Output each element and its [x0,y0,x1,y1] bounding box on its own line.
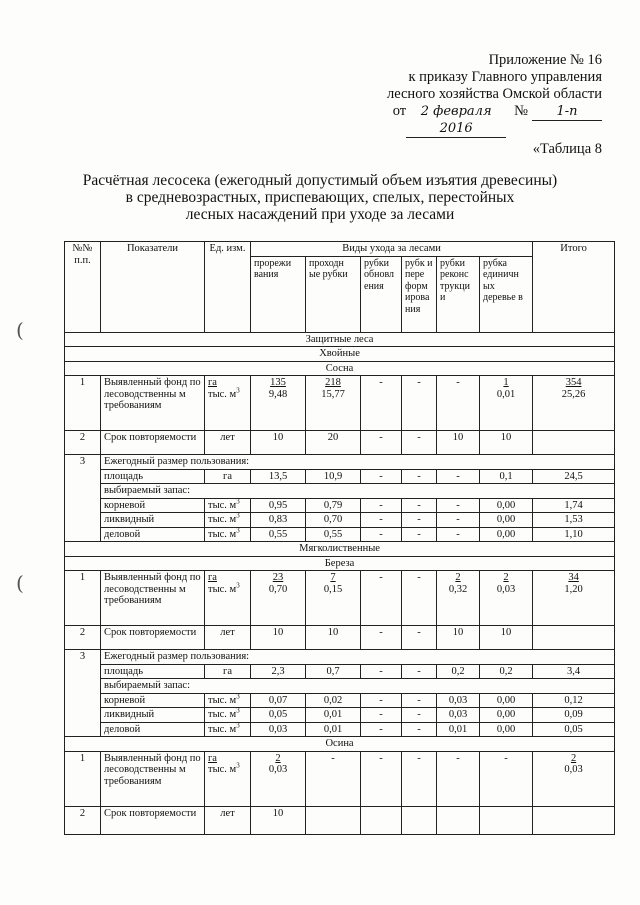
table-row: 3 Ежегодный размер пользования: [65,455,615,470]
date-number-line [393,103,602,138]
section-protective: Защитные леса [65,332,615,347]
col-reformation: рубк и пере форм ирова ния [402,256,437,332]
title-line-2: в средневозрастных, приспевающих, спелых, перестойных [125,189,515,206]
table-row: 2 Срок повторяемости лет 10 10 - - 10 10 [65,626,615,650]
margin-punch-mark: ( [16,571,24,595]
section-conifer: Хвойные [65,347,615,362]
label-fund: Выявленный фонд по лесоводственны м требованиям [101,376,205,431]
table-row: корневой тыс. $м^3$ 0,95 0,79 - - - 0,00 1,74 [65,498,615,513]
table-row: корневой тыс. $м^3$ 0,07 0,02 - - 0,03 0,00 0,12 [65,693,615,708]
table-row: 2 Срок повторяемости лет 10 [65,806,615,834]
title-line-3: лесных насаждений при уходе за лесами [185,206,455,223]
col-group-header: Виды ухода за лесами [251,242,533,257]
felling-table: №№ п.п. Показатели Ед. изм. Виды ухода за лесами Итого прорежи вания проходн ые рубки рубки обновл ения рубк и пере форм ирова ния рубки реконс трукци и рубка единичн ых деревье в Защитные леса Хвойные Сосна 1 Выявленный фонд по лесоводственны м требованиям га тыс. $м^3$ 135 9,48 218 15,77 - - - 1 0,01 354 25,26 2 Срок повторяемости лет 10 20 - - 10 10 3 Ежегодный размер пользования: площадь га 13,5 10,9 - - - 0,1 24,5 выбираемый запас: корневой тыс. $м^3$ 0,95 0,79 - - - 0,00 1,74 ликвидный тыс. $м^3$ 0,83 0,70 - - - 0,00 1,53 деловой тыс. $м^3$ 0,55 0,55 - - - 0,00 1,10 Мягколиственные Береза 1 Выявленный фонд по лесоводственны м требованиям га тыс. $м^3$ 23 0,70 7 0,15 - - 2 0,32 2 0,03 34 1,20 2 Срок повторяемости лет 10 10 - - 10 10 3 Ежегодный размер пользования: площадь га 2,3 0,7 - - 0,2 0,2 3,4 выбираемый запас: корневой тыс. $м^3$ 0,07 0,02 - - 0,03 0,00 0,12 ликвидный тыс. $м^3$ 0,05 0,01 - - 0,03 0,00 0,09 деловой тыс. $м^3$ 0,03 0,01 - - 0,01 0,00 0,05 Осина 1 Выявленный фонд по лесоводственны м требованиям га тыс. $м^3$ 2 0,03 - - - - - 2 0,03 2 Срок повторяемости лет 10 [64,241,615,835]
section-pine: Сосна [65,361,615,376]
col-reconstruction: рубки реконс трукци и [437,256,480,332]
document-header [387,52,602,138]
table-row: площадь га 13,5 10,9 - - - 0,1 24,5 [65,469,615,484]
handwritten-number: 1-п [532,103,602,121]
table-row: 1 Выявленный фонд по лесоводственны м требованиям га тыс. $м^3$ 23 0,70 7 0,15 - - 2 0,32 2 0,03 34 1,20 [65,571,615,626]
col-thinning: прорежи вания [251,256,306,332]
table-row: деловой тыс. $м^3$ 0,55 0,55 - - - 0,00 1,10 [65,527,615,542]
document-title [70,172,570,223]
table-row: 1 Выявленный фонд по лесоводственны м требованиям га тыс. $м^3$ 2 0,03 - - - - - 2 0,03 [65,751,615,806]
col-passage: проходн ые рубки [306,256,361,332]
col-renewal: рубки обновл ения [361,256,402,332]
col-total-header: Итого [533,242,615,333]
title-line-1: Расчётная лесосека (ежегодный допустимый объем изъятия древесины) [82,172,558,189]
col-unit-header: Ед. изм. [205,242,251,333]
margin-punch-mark: ( [16,318,24,342]
col-single-tree: рубка единичн ых деревье в [480,256,533,332]
number-label: № [514,103,528,119]
table-row: ликвидный тыс. $м^3$ 0,83 0,70 - - - 0,00 1,53 [65,513,615,528]
handwritten-date: 2 февраля 2016 [406,103,506,138]
table-row: 2 Срок повторяемости лет 10 20 - - 10 10 [65,431,615,455]
unit-pair: га тыс. $м^3$ [205,376,251,431]
authority-name: лесного хозяйства Омской области [386,86,602,102]
table-reference: «Таблица 8 [532,141,602,157]
table-row: площадь га 2,3 0,7 - - 0,2 0,2 3,4 [65,664,615,679]
from-label: от [392,103,407,119]
section-aspen: Осина [65,737,615,752]
order-reference: к приказу Главного управления [408,69,602,85]
col-indicator-header: Показатели [101,242,205,333]
table-row: 1 Выявленный фонд по лесоводственны м требованиям га тыс. $м^3$ 135 9,48 218 15,77 - - - 1 0,01 354 25,26 [65,376,615,431]
table-row: 3 Ежегодный размер пользования: [65,650,615,665]
section-birch: Береза [65,556,615,571]
appendix-number: Приложение № 16 [488,52,602,68]
table-row: деловой тыс. $м^3$ 0,03 0,01 - - 0,01 0,00 0,05 [65,722,615,737]
col-num-header: №№ п.п. [65,242,101,333]
table-row: ликвидный тыс. $м^3$ 0,05 0,01 - - 0,03 0,00 0,09 [65,708,615,723]
section-softwood: Мягколиственные [65,542,615,557]
